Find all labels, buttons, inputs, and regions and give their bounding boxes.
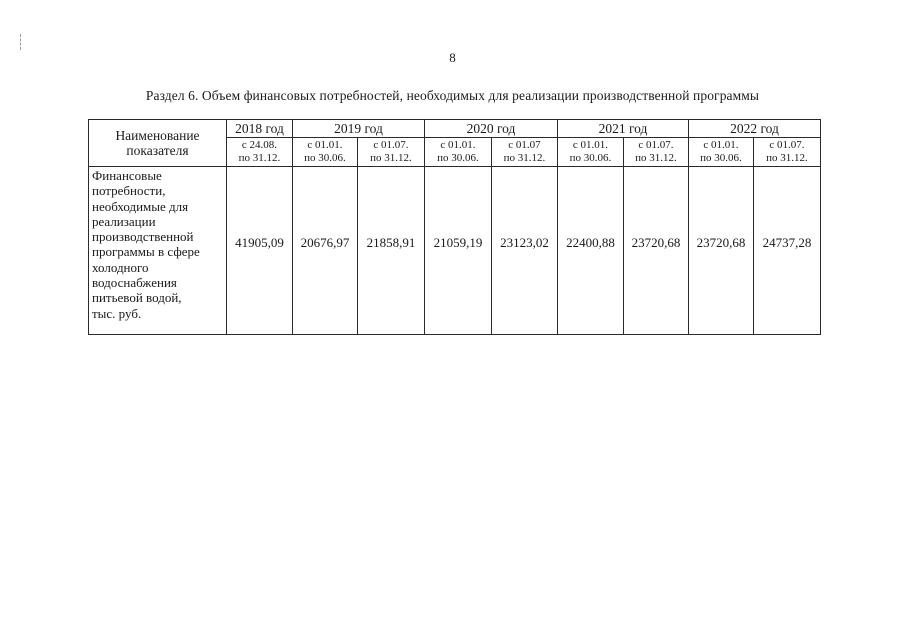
year-header-row xyxy=(89,120,821,138)
year-header-2021: 2021 год xyxy=(558,120,689,138)
period-header: с 01.01. по 30.06. xyxy=(558,138,624,167)
value-cell: 24737,28 xyxy=(754,167,821,335)
section-title: Раздел 6. Объем финансовых потребностей, необходимых для реализации производственной программы xyxy=(145,88,760,103)
value-cell: 23123,02 xyxy=(492,167,558,335)
period-header: с 01.07 по 31.12. xyxy=(492,138,558,167)
period-header: с 01.07. по 31.12. xyxy=(624,138,689,167)
value-cell: 21858,91 xyxy=(358,167,425,335)
value-cell: 22400,88 xyxy=(558,167,624,335)
period-header: с 01.07. по 31.12. xyxy=(754,138,821,167)
value-cell: 21059,19 xyxy=(425,167,492,335)
value-cell: 23720,68 xyxy=(624,167,689,335)
financial-needs-table xyxy=(88,119,821,335)
value-cell: 23720,68 xyxy=(689,167,754,335)
period-header: с 01.01. по 30.06. xyxy=(689,138,754,167)
period-header: с 01.07. по 31.12. xyxy=(358,138,425,167)
indicator-label: Финансовые потребности, необходимые для реализации производственной программы в сфере холодного водоснабжения питьевой водой, тыс. руб. xyxy=(89,167,227,335)
table-row xyxy=(89,167,821,335)
period-header: с 01.01. по 30.06. xyxy=(425,138,492,167)
indicator-name-header-line: Наименование xyxy=(115,128,200,143)
year-header-2020: 2020 год xyxy=(425,120,558,138)
page-number: 8 xyxy=(449,50,456,65)
indicator-name-header-line: показателя xyxy=(126,143,189,158)
indicator-name-header xyxy=(89,120,227,167)
year-header-2019: 2019 год xyxy=(293,120,425,138)
period-header: с 01.01. по 30.06. xyxy=(293,138,358,167)
period-header: с 24.08. по 31.12. xyxy=(227,138,293,167)
year-header-2018: 2018 год xyxy=(227,120,293,138)
value-cell: 20676,97 xyxy=(293,167,358,335)
year-header-2022: 2022 год xyxy=(689,120,821,138)
value-cell: 41905,09 xyxy=(227,167,293,335)
margin-mark xyxy=(20,34,22,50)
